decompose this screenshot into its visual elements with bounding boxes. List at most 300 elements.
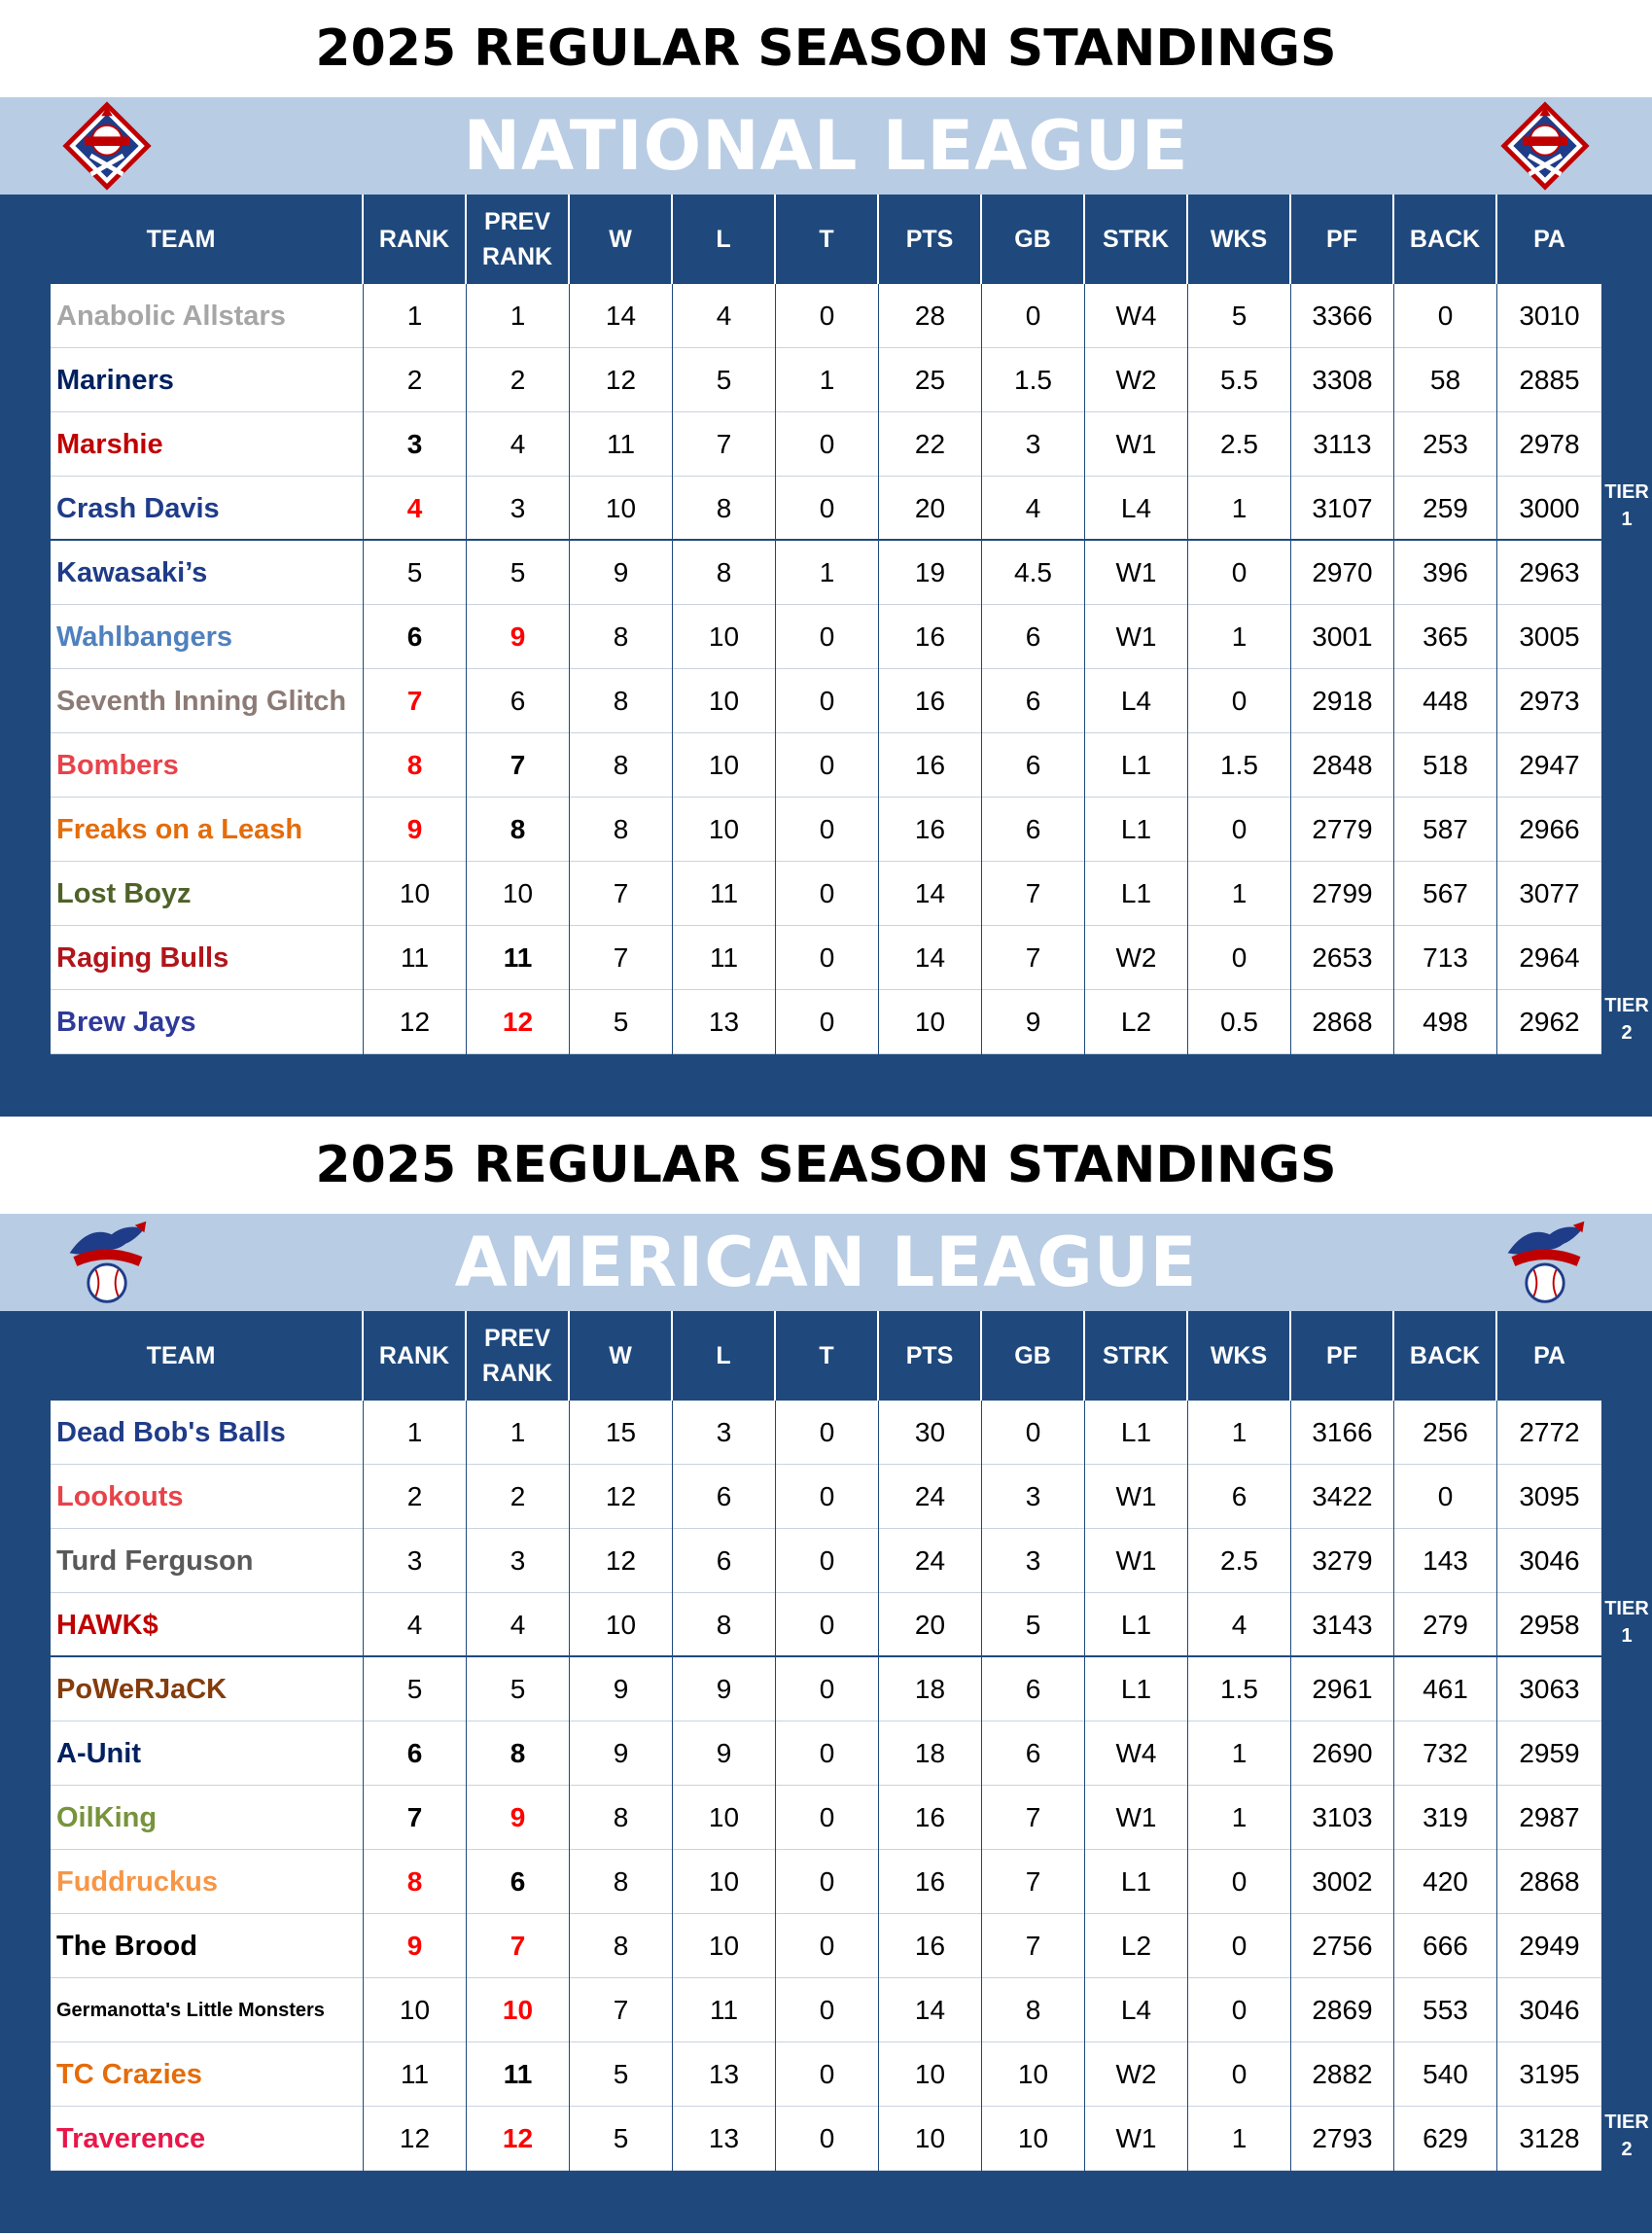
cell-gb: 7 <box>982 862 1085 926</box>
cell-prev: 1 <box>467 284 570 348</box>
cell-pf: 2799 <box>1291 862 1394 926</box>
cell-pts: 16 <box>879 798 982 862</box>
tier-2-label: TIER 2 <box>1604 995 1649 1044</box>
table-row <box>51 541 1601 605</box>
cell-pf: 2793 <box>1291 2107 1394 2171</box>
cell-wks: 4 <box>1188 1593 1291 1657</box>
cell-prev: 7 <box>467 1914 570 1978</box>
cell-strk: L4 <box>1085 477 1188 541</box>
cell-pa: 2966 <box>1519 814 1580 844</box>
team-name: Mariners <box>51 348 364 412</box>
cell-gb: 7 <box>982 1914 1085 1978</box>
cell-l: 5 <box>673 348 776 412</box>
cell-prev: 2 <box>467 348 570 412</box>
cell-l: 10 <box>673 1914 776 1978</box>
cell-w: 9 <box>570 1657 673 1721</box>
cell-t: 0 <box>776 1529 879 1593</box>
cell-t: 0 <box>776 798 879 862</box>
cell-pts: 20 <box>879 477 982 541</box>
team-name: Lost Boyz <box>51 862 364 926</box>
cell-strk: W2 <box>1085 2042 1188 2107</box>
column-header-l: L <box>673 195 776 284</box>
cell-prev: 8 <box>467 1721 570 1786</box>
column-header-wks: WKS <box>1188 195 1291 284</box>
standings-body <box>51 1401 1601 2171</box>
column-header-prev: PREV RANK <box>467 195 570 284</box>
league-name: NATIONAL LEAGUE <box>0 97 1652 195</box>
cell-rank: 2 <box>364 348 467 412</box>
cell-prev: 8 <box>467 798 570 862</box>
cell-w: 8 <box>570 798 673 862</box>
cell-t: 0 <box>776 2042 879 2107</box>
cell-back: 713 <box>1394 926 1497 990</box>
cell-back: 448 <box>1394 669 1497 733</box>
cell-pf: 3308 <box>1291 348 1394 412</box>
cell-pa: 2987 <box>1519 1802 1580 1832</box>
cell-pts: 18 <box>879 1721 982 1786</box>
cell-prev: 5 <box>467 541 570 605</box>
team-name: Crash Davis <box>51 477 364 541</box>
cell-prev: 9 <box>467 1786 570 1850</box>
cell-back: 253 <box>1394 412 1497 477</box>
cell-w: 12 <box>570 1465 673 1529</box>
cell-back: 587 <box>1394 798 1497 862</box>
cell-rank: 9 <box>364 798 467 862</box>
tier-1-label: TIER 1 <box>1604 1598 1649 1647</box>
cell-pts: 24 <box>879 1529 982 1593</box>
cell-wks: 0 <box>1188 1850 1291 1914</box>
cell-prev: 3 <box>467 1529 570 1593</box>
cell-prev: 9 <box>467 605 570 669</box>
season-title: 2025 REGULAR SEASON STANDINGS <box>0 0 1652 97</box>
cell-pts: 28 <box>879 284 982 348</box>
column-header-rank: RANK <box>364 1311 467 1401</box>
column-header-wks: WKS <box>1188 1311 1291 1401</box>
column-header-pa: PA <box>1533 226 1565 253</box>
table-row <box>51 412 1601 477</box>
american-league-logo <box>1498 1216 1592 1309</box>
cell-t: 0 <box>776 605 879 669</box>
cell-rank: 1 <box>364 1401 467 1465</box>
table-row <box>51 284 1601 348</box>
cell-w: 8 <box>570 1850 673 1914</box>
column-header-pa: PA <box>1533 1342 1565 1369</box>
cell-wks: 1 <box>1188 477 1291 541</box>
table-row <box>51 477 1601 541</box>
cell-gb: 10 <box>982 2042 1085 2107</box>
cell-rank: 11 <box>364 926 467 990</box>
table-row <box>51 862 1601 926</box>
cell-t: 0 <box>776 990 879 1054</box>
cell-w: 11 <box>570 412 673 477</box>
table-row <box>51 1593 1601 1657</box>
cell-pts: 16 <box>879 605 982 669</box>
team-name: A-Unit <box>51 1721 364 1786</box>
cell-back: 666 <box>1394 1914 1497 1978</box>
cell-wks: 0 <box>1188 1914 1291 1978</box>
cell-strk: W1 <box>1085 1529 1188 1593</box>
cell-pf: 2868 <box>1291 990 1394 1054</box>
league-name: AMERICAN LEAGUE <box>0 1214 1652 1311</box>
cell-wks: 0 <box>1188 669 1291 733</box>
cell-pf: 3166 <box>1291 1401 1394 1465</box>
cell-w: 7 <box>570 1978 673 2042</box>
cell-pts: 19 <box>879 541 982 605</box>
cell-rank: 11 <box>364 2042 467 2107</box>
cell-strk: L1 <box>1085 733 1188 798</box>
cell-l: 10 <box>673 605 776 669</box>
table-row <box>51 1786 1601 1850</box>
cell-gb: 9 <box>982 990 1085 1054</box>
cell-l: 10 <box>673 798 776 862</box>
cell-prev: 11 <box>467 926 570 990</box>
cell-pf: 2756 <box>1291 1914 1394 1978</box>
cell-pa: 2978 <box>1519 429 1580 459</box>
standings-table <box>0 195 1652 1117</box>
column-header-w: W <box>570 1311 673 1401</box>
cell-l: 8 <box>673 477 776 541</box>
cell-l: 6 <box>673 1465 776 1529</box>
cell-wks: 1 <box>1188 862 1291 926</box>
cell-pa: 3077 <box>1519 878 1580 908</box>
cell-wks: 5 <box>1188 284 1291 348</box>
cell-pa: 3063 <box>1519 1674 1580 1704</box>
column-header-rank: RANK <box>364 195 467 284</box>
cell-w: 10 <box>570 477 673 541</box>
cell-t: 1 <box>776 348 879 412</box>
cell-prev: 6 <box>467 1850 570 1914</box>
cell-rank: 5 <box>364 541 467 605</box>
cell-pf: 2690 <box>1291 1721 1394 1786</box>
cell-prev: 6 <box>467 669 570 733</box>
cell-rank: 6 <box>364 605 467 669</box>
cell-wks: 1 <box>1188 1721 1291 1786</box>
cell-l: 8 <box>673 541 776 605</box>
cell-gb: 3 <box>982 1529 1085 1593</box>
cell-wks: 0 <box>1188 798 1291 862</box>
cell-gb: 3 <box>982 412 1085 477</box>
cell-t: 0 <box>776 1721 879 1786</box>
cell-l: 13 <box>673 2042 776 2107</box>
cell-wks: 1 <box>1188 1401 1291 1465</box>
standings-body <box>51 284 1601 1054</box>
cell-strk: W2 <box>1085 926 1188 990</box>
table-row <box>51 1465 1601 1529</box>
cell-pf: 3279 <box>1291 1529 1394 1593</box>
table-row <box>51 1529 1601 1593</box>
team-name: PoWeRJaCK <box>51 1657 364 1721</box>
cell-strk: W1 <box>1085 605 1188 669</box>
column-header-strk: STRK <box>1085 195 1188 284</box>
cell-t: 0 <box>776 2107 879 2171</box>
table-row <box>51 2107 1601 2171</box>
cell-rank: 2 <box>364 1465 467 1529</box>
cell-pf: 2848 <box>1291 733 1394 798</box>
cell-pts: 10 <box>879 2042 982 2107</box>
cell-l: 10 <box>673 669 776 733</box>
cell-pf: 2882 <box>1291 2042 1394 2107</box>
cell-pa: 3000 <box>1519 493 1580 523</box>
cell-rank: 3 <box>364 412 467 477</box>
cell-pts: 10 <box>879 990 982 1054</box>
cell-wks: 0.5 <box>1188 990 1291 1054</box>
cell-wks: 1.5 <box>1188 1657 1291 1721</box>
cell-l: 10 <box>673 733 776 798</box>
cell-prev: 5 <box>467 1657 570 1721</box>
table-row <box>51 348 1601 412</box>
cell-wks: 1 <box>1188 1786 1291 1850</box>
team-name: Dead Bob's Balls <box>51 1401 364 1465</box>
cell-w: 14 <box>570 284 673 348</box>
cell-prev: 10 <box>467 862 570 926</box>
cell-rank: 7 <box>364 1786 467 1850</box>
cell-prev: 11 <box>467 2042 570 2107</box>
team-name: OilKing <box>51 1786 364 1850</box>
cell-rank: 8 <box>364 1850 467 1914</box>
cell-wks: 2.5 <box>1188 412 1291 477</box>
cell-back: 518 <box>1394 733 1497 798</box>
tier-2-label: TIER 2 <box>1604 2112 1649 2160</box>
cell-rank: 7 <box>364 669 467 733</box>
cell-pa: 2947 <box>1519 750 1580 780</box>
cell-strk: W1 <box>1085 2107 1188 2171</box>
cell-t: 1 <box>776 541 879 605</box>
table-row <box>51 2042 1601 2107</box>
team-name: Anabolic Allstars <box>51 284 364 348</box>
column-header-pts: PTS <box>879 195 982 284</box>
cell-back: 461 <box>1394 1657 1497 1721</box>
cell-pa: 3046 <box>1519 1995 1580 2025</box>
cell-rank: 4 <box>364 1593 467 1657</box>
cell-back: 143 <box>1394 1529 1497 1593</box>
cell-t: 0 <box>776 284 879 348</box>
team-name: Traverence <box>51 2107 364 2171</box>
cell-pf: 3366 <box>1291 284 1394 348</box>
column-header-back: BACK <box>1394 195 1497 284</box>
cell-pts: 24 <box>879 1465 982 1529</box>
cell-rank: 8 <box>364 733 467 798</box>
cell-pf: 3103 <box>1291 1786 1394 1850</box>
team-name: Fuddruckus <box>51 1850 364 1914</box>
team-name: HAWK$ <box>51 1593 364 1657</box>
cell-w: 5 <box>570 2042 673 2107</box>
cell-pts: 16 <box>879 1914 982 1978</box>
cell-w: 5 <box>570 990 673 1054</box>
cell-w: 8 <box>570 733 673 798</box>
cell-w: 8 <box>570 1914 673 1978</box>
cell-gb: 6 <box>982 733 1085 798</box>
cell-pa: 2868 <box>1519 1866 1580 1897</box>
cell-wks: 5.5 <box>1188 348 1291 412</box>
cell-back: 365 <box>1394 605 1497 669</box>
cell-t: 0 <box>776 1593 879 1657</box>
cell-l: 9 <box>673 1721 776 1786</box>
cell-back: 396 <box>1394 541 1497 605</box>
cell-gb: 7 <box>982 1786 1085 1850</box>
table-row <box>51 1914 1601 1978</box>
cell-gb: 0 <box>982 1401 1085 1465</box>
cell-prev: 7 <box>467 733 570 798</box>
cell-pa: 3128 <box>1519 2123 1580 2153</box>
column-header-gb: GB <box>982 195 1085 284</box>
cell-prev: 4 <box>467 1593 570 1657</box>
cell-pts: 16 <box>879 1850 982 1914</box>
team-name: The Brood <box>51 1914 364 1978</box>
table-row <box>51 669 1601 733</box>
cell-strk: L1 <box>1085 1850 1188 1914</box>
cell-l: 11 <box>673 926 776 990</box>
cell-strk: W1 <box>1085 1786 1188 1850</box>
cell-pts: 14 <box>879 926 982 990</box>
cell-back: 279 <box>1394 1593 1497 1657</box>
cell-rank: 10 <box>364 862 467 926</box>
cell-t: 0 <box>776 1978 879 2042</box>
team-name: Raging Bulls <box>51 926 364 990</box>
cell-gb: 4.5 <box>982 541 1085 605</box>
cell-pf: 3002 <box>1291 1850 1394 1914</box>
cell-prev: 12 <box>467 990 570 1054</box>
cell-pts: 18 <box>879 1657 982 1721</box>
cell-t: 0 <box>776 1657 879 1721</box>
table-row <box>51 798 1601 862</box>
cell-rank: 12 <box>364 2107 467 2171</box>
cell-strk: L1 <box>1085 862 1188 926</box>
cell-pf: 3107 <box>1291 477 1394 541</box>
cell-prev: 2 <box>467 1465 570 1529</box>
cell-l: 3 <box>673 1401 776 1465</box>
cell-t: 0 <box>776 733 879 798</box>
cell-l: 11 <box>673 862 776 926</box>
cell-rank: 10 <box>364 1978 467 2042</box>
cell-strk: L4 <box>1085 1978 1188 2042</box>
cell-back: 0 <box>1394 284 1497 348</box>
cell-back: 58 <box>1394 348 1497 412</box>
cell-l: 6 <box>673 1529 776 1593</box>
cell-back: 319 <box>1394 1786 1497 1850</box>
table-row <box>51 1978 1601 2042</box>
cell-w: 8 <box>570 669 673 733</box>
tier-1-label: TIER 1 <box>1604 481 1649 530</box>
cell-wks: 1 <box>1188 605 1291 669</box>
cell-t: 0 <box>776 477 879 541</box>
cell-l: 13 <box>673 990 776 1054</box>
cell-gb: 10 <box>982 2107 1085 2171</box>
cell-gb: 7 <box>982 926 1085 990</box>
table-row <box>51 733 1601 798</box>
team-name: Lookouts <box>51 1465 364 1529</box>
cell-strk: L1 <box>1085 1593 1188 1657</box>
team-name: Brew Jays <box>51 990 364 1054</box>
table-row <box>51 990 1601 1054</box>
column-header-prev: PREV RANK <box>467 1311 570 1401</box>
cell-pts: 20 <box>879 1593 982 1657</box>
cell-wks: 0 <box>1188 1978 1291 2042</box>
cell-l: 8 <box>673 1593 776 1657</box>
cell-pts: 14 <box>879 862 982 926</box>
cell-gb: 7 <box>982 1850 1085 1914</box>
cell-back: 259 <box>1394 477 1497 541</box>
cell-strk: L4 <box>1085 669 1188 733</box>
cell-pts: 25 <box>879 348 982 412</box>
column-header-team: TEAM <box>0 1311 364 1401</box>
cell-strk: L1 <box>1085 1657 1188 1721</box>
cell-prev: 3 <box>467 477 570 541</box>
cell-pts: 16 <box>879 733 982 798</box>
cell-rank: 4 <box>364 477 467 541</box>
cell-strk: W4 <box>1085 284 1188 348</box>
cell-w: 8 <box>570 605 673 669</box>
column-header-strk: STRK <box>1085 1311 1188 1401</box>
cell-gb: 6 <box>982 798 1085 862</box>
cell-pa: 2963 <box>1519 557 1580 587</box>
cell-gb: 6 <box>982 1721 1085 1786</box>
cell-pf: 3143 <box>1291 1593 1394 1657</box>
cell-rank: 12 <box>364 990 467 1054</box>
table-row <box>51 1657 1601 1721</box>
national-league-section <box>0 0 1652 1117</box>
cell-pa: 2949 <box>1519 1931 1580 1961</box>
table-row <box>51 1401 1601 1465</box>
cell-rank: 9 <box>364 1914 467 1978</box>
column-header-w: W <box>570 195 673 284</box>
cell-strk: W4 <box>1085 1721 1188 1786</box>
american-league-section <box>0 1117 1652 2233</box>
team-name: Freaks on a Leash <box>51 798 364 862</box>
cell-pf: 2653 <box>1291 926 1394 990</box>
cell-strk: L1 <box>1085 1401 1188 1465</box>
cell-t: 0 <box>776 1914 879 1978</box>
cell-back: 256 <box>1394 1401 1497 1465</box>
cell-gb: 0 <box>982 284 1085 348</box>
cell-back: 420 <box>1394 1850 1497 1914</box>
cell-gb: 3 <box>982 1465 1085 1529</box>
cell-pf: 3422 <box>1291 1465 1394 1529</box>
cell-gb: 4 <box>982 477 1085 541</box>
cell-back: 567 <box>1394 862 1497 926</box>
cell-wks: 0 <box>1188 926 1291 990</box>
cell-t: 0 <box>776 1850 879 1914</box>
cell-l: 10 <box>673 1850 776 1914</box>
cell-w: 5 <box>570 2107 673 2171</box>
cell-pa: 3005 <box>1519 621 1580 652</box>
cell-l: 9 <box>673 1657 776 1721</box>
cell-pf: 3001 <box>1291 605 1394 669</box>
cell-strk: W2 <box>1085 348 1188 412</box>
cell-w: 10 <box>570 1593 673 1657</box>
cell-wks: 0 <box>1188 541 1291 605</box>
cell-t: 0 <box>776 1465 879 1529</box>
table-row <box>51 1850 1601 1914</box>
national-league-logo <box>60 99 154 193</box>
column-header-gb: GB <box>982 1311 1085 1401</box>
cell-pf: 2961 <box>1291 1657 1394 1721</box>
cell-gb: 5 <box>982 1593 1085 1657</box>
cell-gb: 8 <box>982 1978 1085 2042</box>
cell-pa: 2958 <box>1519 1610 1580 1640</box>
column-header-t: T <box>776 195 879 284</box>
cell-w: 15 <box>570 1401 673 1465</box>
season-title: 2025 REGULAR SEASON STANDINGS <box>0 1117 1652 1214</box>
cell-strk: W1 <box>1085 541 1188 605</box>
cell-l: 13 <box>673 2107 776 2171</box>
cell-t: 0 <box>776 412 879 477</box>
cell-w: 9 <box>570 541 673 605</box>
cell-prev: 12 <box>467 2107 570 2171</box>
american-league-logo <box>60 1216 154 1309</box>
cell-l: 11 <box>673 1978 776 2042</box>
cell-prev: 4 <box>467 412 570 477</box>
cell-prev: 10 <box>467 1978 570 2042</box>
